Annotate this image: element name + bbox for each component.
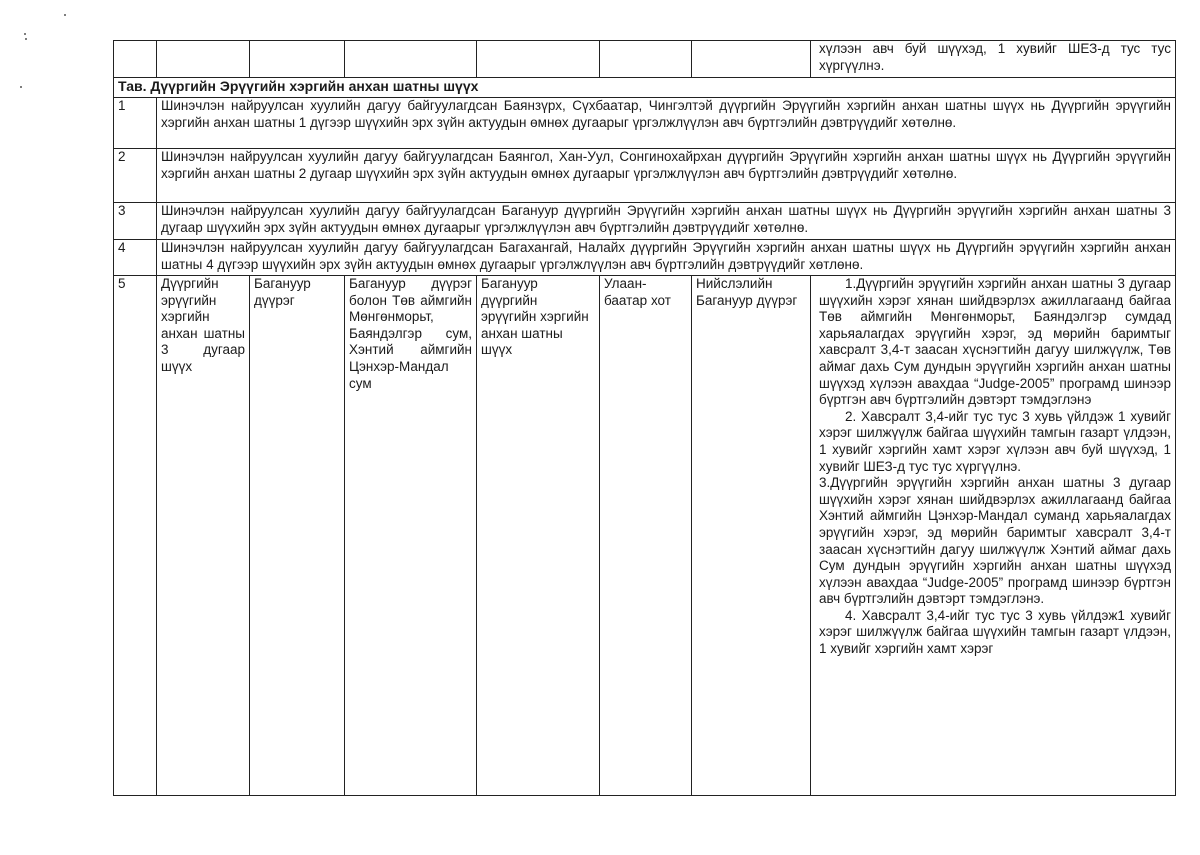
city-name: Улаан-баатар хот bbox=[600, 276, 692, 796]
notes-cell bbox=[811, 41, 1176, 78]
jurisdiction-area: Багануур дүүрэг болон Төв аймгийн Мөнгөнморьт, Баяндэлгэр сум, Хэнтий аймгийн Цэнхэр-Мандал сум bbox=[345, 276, 477, 796]
row-text: Шинэчлэн найруулсан хуулийн дагуу байгуулагдсан Баянгол, Хан-Уул, Сонгинохайрхан дүүргийн Эрүүгийн хэргийн анхан шатны шүүх нь Дүүргийн эрүүгийн хэргийн анхан шатны 2 дугаар шүүхийн эрх зүйн актуудын өмнөх дугаарыг үргэлжлүүлэн авч бүртгэлийн дэвтрүүдийг хөтөлнө. bbox=[157, 149, 1176, 203]
cell-empty bbox=[692, 41, 811, 78]
notes-tail-text: хүлээн авч буй шүүхэд, 1 хувийг ШЕЗ-д тус тус хүргүүлнэ. bbox=[819, 41, 1171, 73]
table-row bbox=[114, 149, 1176, 203]
note-paragraph: 3.Дүүргийн эрүүгийн хэргийн анхан шатны 3 дугаар шүүхийн хэрэг хянан шийдвэрлэх ажиллагаанд байгаа Хэнтий аймгийн Цэнхэр-Мандал суманд харьяалагдах эрүүгийн хэрэг, эд мөрийн баримтыг хавсралт 3,4-т заасан хүснэгтийн дагуу шилжүүлж Хэнтий аймаг дахь Сум дундын эрүүгийн хэргийн анхан шатны шүүхэд хүлээн авахдаа “Judge-2005” програмд шинээр бүртгэн авч бүртгэлийн дэвтэрт тэмдэглэнэ. bbox=[819, 475, 1171, 607]
row-text: Шинэчлэн найруулсан хуулийн дагуу байгуулагдсан Баянзүрх, Сүхбаатар, Чингэлтэй дүүргийн Эрүүгийн хэргийн анхан шатны шүүх нь Дүүргийн эрүүгийн хэргийн анхан шатны 1 дүгээр шүүхийн эрх зүйн актуудын өмнөх дугаарыг үргэлжлүүлэн авч бүртгэлийн дэвтрүүдийг хөтөлнө. bbox=[157, 98, 1176, 149]
cell-empty bbox=[477, 41, 600, 78]
table-row bbox=[114, 203, 1176, 240]
note-paragraph: 4. Хавсралт 3,4-ийг тус тус 3 хувь үйлдэж1 хувийг хэрэг шилжүүлж байгаа шүүхийн тамгын газарт үлдээн, 1 хувийг хэргийн хамт хэрэг bbox=[819, 607, 1171, 657]
row-number: 5 bbox=[114, 276, 157, 796]
capital-district-name: Нийслэлийн Багануур дүүрэг bbox=[692, 276, 811, 796]
section-title: Тав. Дүүргийн Эрүүгийн хэргийн анхан шатны шүүх bbox=[114, 78, 1176, 98]
table-row-continued bbox=[114, 41, 1176, 78]
cell-empty bbox=[250, 41, 345, 78]
table-row-detail bbox=[114, 276, 1176, 796]
cell-empty bbox=[157, 41, 250, 78]
note-paragraph: 1.Дүүргийн эрүүгийн хэргийн анхан шатны 3 дугаар шүүхийн хэрэг хянан шийдвэрлэх ажиллагаанд байгаа Төв аймгийн Мөнгөнморьт, Баяндэлгэр сумдад харьяалагдах эрүүгийн хэрэг, эд мөрийн баримтыг хавсралт 3,4-т заасан хүснэгтийн дагуу шилжүүлж, Төв аймаг дахь Сум дундын эрүүгийн хэргийн анхан шатны шүүхэд хүлээн авахдаа “Judge-2005” програмд шинээр бүртгэн авч бүртгэлийн дэвтэрт тэмдэглэнэ bbox=[819, 276, 1171, 408]
note-paragraph: 2. Хавсралт 3,4-ийг тус тус 3 хувь үйлдэж 1 хувийг хэрэг шилжүүлж байгаа шүүхийн тамгын газарт үлдээн, 1 хувийг хэргийн хамт хэрэг хүлээн авч буй шүүхэд, 1 хувийг ШЕЗ-д тус тус хүргүүлнэ. bbox=[819, 408, 1171, 474]
district-name: Багануур дүүрэг bbox=[250, 276, 345, 796]
cell-empty bbox=[114, 41, 157, 78]
table-row bbox=[114, 240, 1176, 276]
cell-empty bbox=[345, 41, 477, 78]
old-court-name: Дүүргийн эрүүгийн хэргийн анхан шатны 3 дугаар шүүх bbox=[157, 276, 250, 796]
cell-empty bbox=[600, 41, 692, 78]
row-number: 3 bbox=[114, 203, 157, 240]
table-row bbox=[114, 98, 1176, 149]
row-text: Шинэчлэн найруулсан хуулийн дагуу байгуулагдсан Багануур дүүргийн Эрүүгийн хэргийн анхан шатны шүүх нь Дүүргийн эрүүгийн хэргийн анхан шатны 3 дугаар шүүхийн эрх зүйн актуудын өмнөх дугаарыг үргэлжлүүлэн авч бүртгэлийн дэвтрүүдийг хөтөлнө. bbox=[157, 203, 1176, 240]
notes-cell bbox=[811, 276, 1176, 796]
row-number: 2 bbox=[114, 149, 157, 203]
section-title-row bbox=[114, 78, 1176, 98]
row-number: 1 bbox=[114, 98, 157, 149]
row-number: 4 bbox=[114, 240, 157, 276]
row-text: Шинэчлэн найруулсан хуулийн дагуу байгуулагдсан Багахангай, Налайх дүүргийн Эрүүгийн хэргийн анхан шатны шүүх нь Дүүргийн эрүүгийн хэргийн анхан шатны 4 дүгээр шүүхийн эрх зүйн актуудын өмнөх дугаарыг үргэлжлүүлэн авч бүртгэлийн дэвтрүүдийг хөтлөнө. bbox=[157, 240, 1176, 276]
new-court-name: Багануур дүүргийн эрүүгийн хэргийн анхан шатны шүүх bbox=[477, 276, 600, 796]
court-transition-table bbox=[113, 40, 1176, 796]
